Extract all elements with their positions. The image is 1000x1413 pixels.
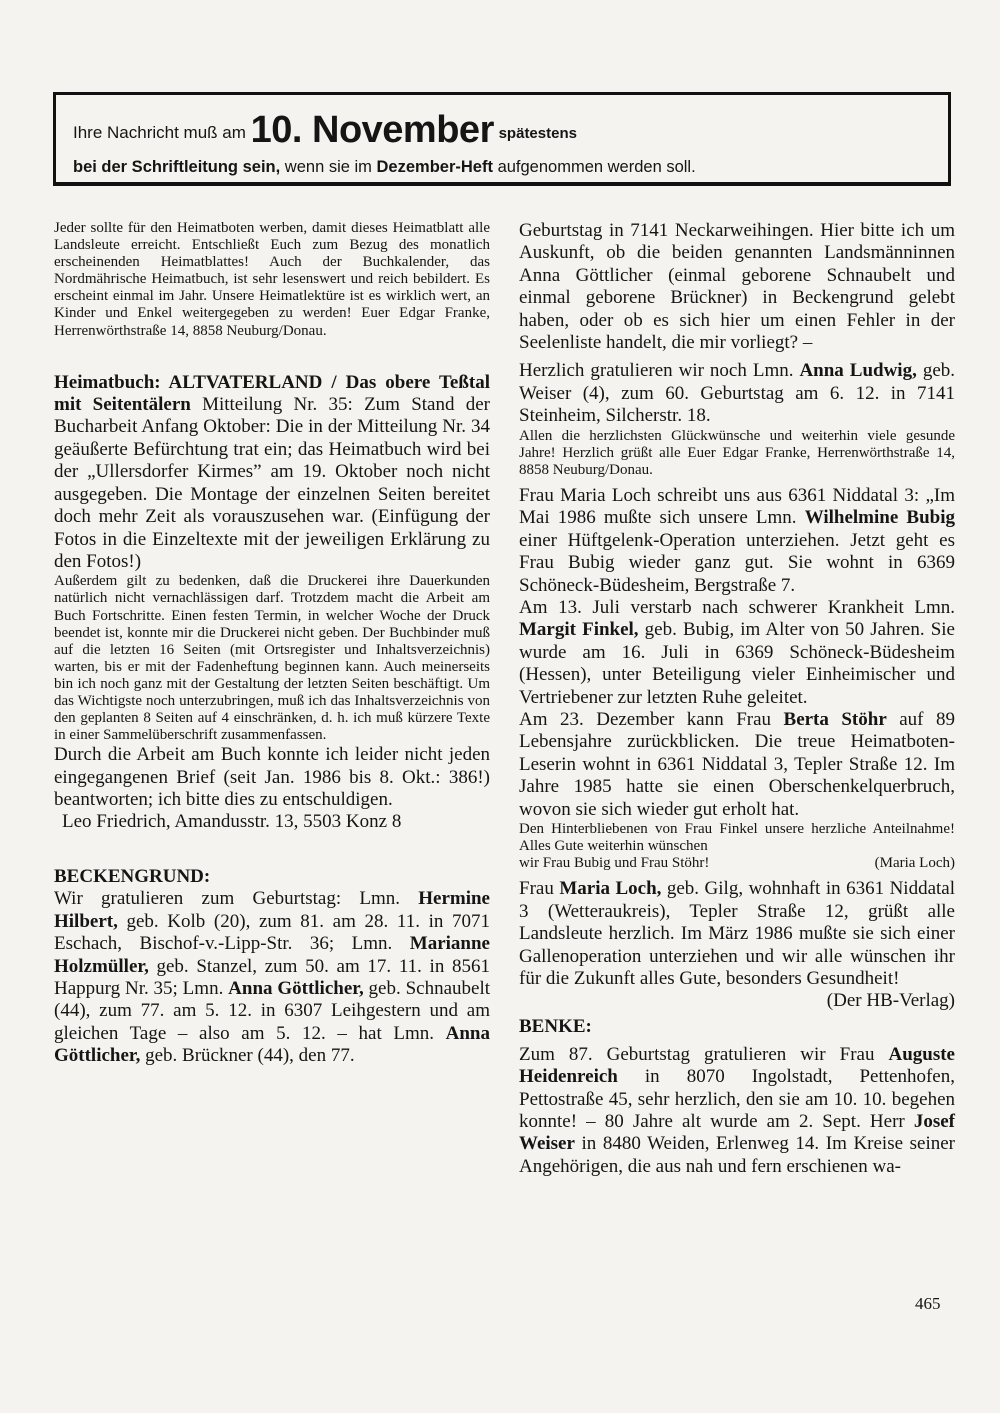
heimatbuch-signature: Leo Friedrich, Amandusstr. 13, 5503 Konz 8 xyxy=(62,811,402,833)
text: geb. Stanzel, zum 50. am 17. 11. in 8561 Happurg Nr. 35; Lmn. xyxy=(54,955,490,999)
text: Herzlich gratulieren wir noch Lmn. xyxy=(519,360,800,382)
right-column xyxy=(519,220,955,1178)
text: Am 23. Dezember kann Frau xyxy=(519,709,784,730)
ludwig-birthday xyxy=(519,360,955,427)
text: geb. Bubig, im Alter von 50 Jahren. Sie wurde am 16. Juli in 6369 Schöneck-Büdesheim (Hessen), unter Beteiligung vieler Einheimischer und Vertriebener zur letzten Ruhe geleitet. xyxy=(519,619,955,708)
text: Frau xyxy=(519,878,560,900)
text: einer Hüftgelenk-Operation unterziehen. Jetzt geht es Frau Bubig wieder ganz gut. Sie wohnt in 6369 Schöneck-Büdesheim, Bergstraße 7. xyxy=(519,529,955,596)
deadline-text-end: aufgenommen werden soll. xyxy=(497,158,696,176)
deadline-line-2 xyxy=(73,158,948,177)
person-name: Anna Ludwig, xyxy=(799,360,917,382)
deadline-notice-box xyxy=(53,92,951,186)
deadline-editor-text: bei der Schriftleitung sein, xyxy=(73,158,281,176)
bubig-report xyxy=(519,485,955,597)
deadline-prefix: Ihre Nachricht muß am xyxy=(73,123,246,142)
benke-birthdays xyxy=(519,1044,955,1178)
loch-greeting xyxy=(519,878,955,990)
text: Zum 87. Geburtstag gratulieren wir Frau xyxy=(519,1043,889,1065)
heimatbuch-text: Mitteilung Nr. 35: Zum Stand der Bucharbeit Anfang Oktober: Die in der Mitteilung Nr. 34 geäußerte Befürchtung trat ein; das Heimatbuch wird bei der „Ullersdorfer Kirmes” am 19. Oktober noch nicht ausgegeben. Die Montage der einzelnen Seiten bereitet doch mehr Zeit als vorauszusehen war. (Einfügung der Fotos in die Einzeltexte mit der jeweiligen Erklärung zu den Fotos!) xyxy=(54,394,490,572)
deadline-suffix: spätestens xyxy=(498,125,577,142)
person-name: Auguste Heidenreich xyxy=(519,1043,955,1088)
heimatbuch-title: Heimatbuch: ALTVATERLAND / Das obere Teßtal mit Seitentälern xyxy=(54,371,490,416)
condolence-last-line xyxy=(519,855,955,872)
deadline-text: wenn sie im xyxy=(284,158,372,176)
text: geb. Schnaubelt (44), zum 77. am 5. 12. in 6307 Leihgestern und am gleichen Tage – also am 5. 12. – hat Lmn. xyxy=(54,977,490,1044)
text: geb. Gilg, wohnhaft in 6361 Niddatal 3 (Wetteraukreis), Tepler Straße 12, grüßt alle Landsleute herzlich. Im März 1986 mußte sie sich einer Gallenoperation unterziehen und wir alle wünschen ihr für die Zukunft alles Gute, besonders Gesundheit! xyxy=(519,878,955,989)
text: geb. Weiser (4), zum 60. Geburtstag am 6. 12. in 7141 Steinheim, Silcherstr. 18. xyxy=(519,360,955,427)
person-name: Anna Göttlicher, xyxy=(228,977,364,999)
condolence-end: wir Frau Bubig und Frau Stöhr! xyxy=(519,855,710,872)
text: Am 13. Juli verstarb nach schwerer Krankheit Lmn. xyxy=(519,596,955,618)
inquiry-paragraph: Geburtstag in 7141 Neckarweihingen. Hier bitte ich um Auskunft, ob die beiden genannten Landsmänninnen Anna Göttlicher (einmal geborene Schnaubelt und einmal geborene Brückner) in Beckengrund gelebt haben, oder ob es sich hier um einen Fehler in der Seelenliste handelt, die mir vorliegt? – xyxy=(519,220,955,354)
heimatbuch-details: Außerdem gilt zu bedenken, daß die Druckerei ihre Dauerkunden natürlich nicht vernachlässigen darf. Trotzdem macht die Arbeit am Buch Fortschritte. Einen festen Termin, in welcher Woche der Druck beendet ist, konnte mir die Druckerei nicht geben. Der Buchbinder muß auf die letzten 16 Seiten (mit Ortsregister und Inhaltsverzeichnis) warten, bis er mit der Fadenheftung beginnen kann. Auch meinerseits bin ich noch ganz mit der Gestaltung der letzten Seiten beschäftigt. Um das Wichtigste noch unterzubringen, muß ich das Inhaltsverzeichnis von den geplanten 8 Seiten auf 4 einschränken, d. h. ich muß kürzere Texte in einer Sammelüberschrift zusammenfassen. xyxy=(54,573,490,744)
person-name: Anna Göttlicher, xyxy=(54,1022,490,1067)
beckengrund-heading: BECKENGRUND: xyxy=(54,865,211,887)
beckengrund-birthdays xyxy=(54,888,490,1067)
person-name: Berta Stöhr xyxy=(783,709,887,730)
greetings-paragraph: Allen die herzlichsten Glückwünsche und weiterhin viele gesunde Jahre! Herzlich grüßt alle Euer Edgar Franke, Herrenwörthstraße 14, 8858 Neuburg/Donau. xyxy=(519,427,955,478)
stoehr-birthday xyxy=(519,709,955,821)
deadline-issue: Dezember-Heft xyxy=(376,158,493,176)
finkel-obituary xyxy=(519,597,955,709)
person-name: Josef Weiser xyxy=(519,1110,955,1155)
condolence-signature: (Maria Loch) xyxy=(874,855,955,872)
text: Frau Maria Loch schreibt uns aus 6361 Niddatal 3: „Im Mai 1986 mußte sich unsere Lmn. xyxy=(519,484,955,529)
text: in 8070 Ingolstadt, Pettenhofen, Pettostraße 45, sehr herzlich, den sie am 10. 10. begehen konnte! – 80 Jahre alt wurde am 2. Sept. Herr xyxy=(519,1066,955,1132)
publisher-signature: (Der HB-Verlag) xyxy=(826,990,955,1012)
deadline-date: 10. November xyxy=(250,109,494,151)
text: geb. Kolb (20), zum 81. am 28. 11. in 7071 Eschach, Bischof-v.-Lipp-Str. 36; Lmn. xyxy=(54,910,490,955)
text: auf 89 Lebensjahre zurückblicken. Die treue Heimatboten-Leserin wohnt in 6361 Niddatal 3, Tepler Straße 12. Im Jahre 1985 hatte sie einen Oberschenkelquerbruch, wovon sie sich wieder gut erholt hat. xyxy=(519,709,955,820)
deadline-line-1 xyxy=(73,111,948,153)
text: geb. Brückner (44), den 77. xyxy=(140,1045,355,1067)
promo-paragraph: Jeder sollte für den Heimatboten werben, damit dieses Heimatblatt alle Landsleute erreicht. Entschließt Euch zum Bezug des monatlich erscheinenden Heimatblattes! Auch der Buchkalender, das Nordmährische Heimatbuch, ist sehr lesenswert und reich bebildert. Es erscheint einmal im Jahr. Unsere Heimatlektüre ist es wirklich wert, an Kinder und Enkel weitergegeben zu werden! Euer Edgar Franke, Herrenwörthstraße 14, 8858 Neuburg/Donau. xyxy=(54,220,490,339)
heimatbuch-apology: Durch die Arbeit am Buch konnte ich leider nicht jeden eingegangenen Brief (seit Jan. 1986 bis 8. Okt.: 386!) beantworten; ich bitte dies zu entschuldigen. xyxy=(54,744,490,811)
person-name: Wilhelmine Bubig xyxy=(804,507,955,529)
benke-heading: BENKE: xyxy=(519,1015,592,1037)
condolence-paragraph: Den Hinterbliebenen von Frau Finkel unsere herzliche Anteilnahme! Alles Gute weiterhin wünschen xyxy=(519,821,955,855)
left-column xyxy=(54,220,490,1068)
person-name: Marianne Holzmüller, xyxy=(54,933,490,977)
heimatbuch-article xyxy=(54,372,490,574)
text: in 8480 Weiden, Erlenweg 14. Im Kreise seiner Angehörigen, die aus nah und fern erschienen wa- xyxy=(519,1133,955,1177)
person-name: Maria Loch, xyxy=(559,878,662,900)
person-name: Margit Finkel, xyxy=(519,619,639,641)
text: Wir gratulieren zum Geburtstag: Lmn. xyxy=(54,888,419,910)
page-number: 465 xyxy=(915,1294,941,1313)
person-name: Hermine Hilbert, xyxy=(54,888,490,932)
